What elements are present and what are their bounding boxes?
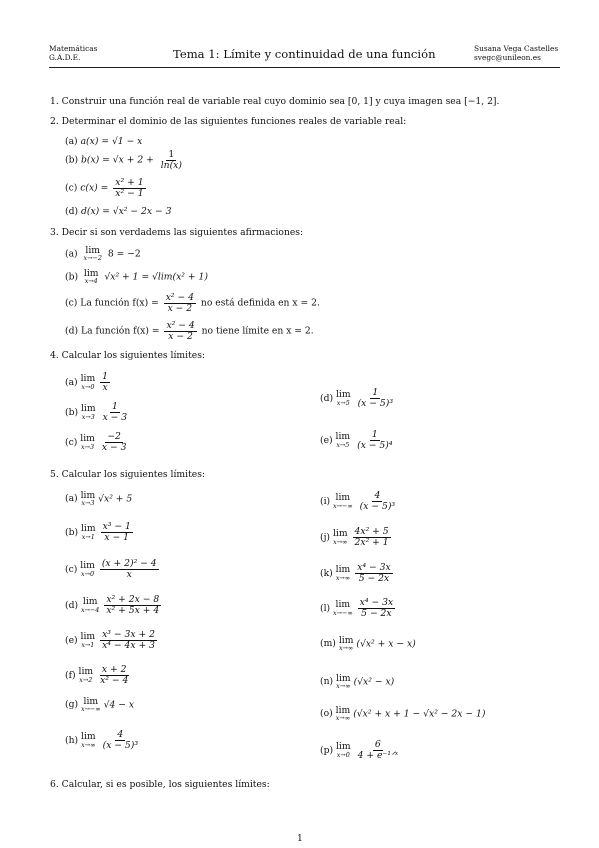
limit bbox=[336, 390, 351, 406]
limit-item bbox=[65, 665, 132, 685]
numerator: −2 bbox=[107, 431, 121, 442]
limit-item bbox=[320, 563, 395, 583]
question-1: 1. Construir una función real de variable real cuyo dominio sea [0, 1] y cuya imagen sea [−1, 2]. bbox=[50, 96, 500, 107]
limit-subscript: x→3 bbox=[81, 499, 95, 508]
limit-expression: √x² + 5 bbox=[98, 493, 133, 505]
limit: lim x→−2 bbox=[83, 245, 102, 263]
item-label: (d) bbox=[320, 392, 334, 404]
limit bbox=[336, 674, 351, 690]
fraction bbox=[356, 740, 401, 760]
question-4: 4. Calcular los siguientes límites: bbox=[50, 350, 206, 361]
q3-item-d: (d) La función f(x) = $\frac{\text{x² − 4}}{x - 2}$ no tiene límite en x = 2. bbox=[65, 320, 314, 342]
item-label: (c) bbox=[65, 436, 78, 448]
numerator: x + 2 bbox=[101, 664, 127, 675]
limit bbox=[333, 493, 353, 509]
item-label: (e) bbox=[65, 634, 78, 646]
limit-item bbox=[65, 522, 135, 542]
limit-item bbox=[320, 598, 397, 618]
limit-word: lim bbox=[83, 696, 99, 707]
limit-subscript: x→2 bbox=[79, 675, 93, 684]
limit-item bbox=[65, 432, 130, 452]
header-author bbox=[474, 44, 558, 62]
fraction bbox=[100, 432, 129, 452]
limit-word: lim bbox=[80, 560, 95, 572]
denominator: (x − 5)⁴ bbox=[357, 439, 393, 451]
limit-word: lim bbox=[80, 403, 96, 415]
limit-word: lim bbox=[335, 431, 351, 443]
limit-word: lim bbox=[332, 528, 348, 540]
header-rule bbox=[49, 67, 560, 68]
fraction bbox=[100, 630, 157, 650]
denominator: x bbox=[102, 381, 108, 393]
header-subject: Matemáticas bbox=[49, 44, 98, 53]
denominator: x⁴ − 4x + 3 bbox=[102, 639, 155, 651]
limit-subscript: x→−∞ bbox=[333, 608, 353, 617]
fraction bbox=[355, 563, 392, 583]
limit bbox=[81, 404, 96, 420]
limit-word: lim bbox=[80, 490, 96, 501]
limit bbox=[81, 491, 96, 507]
item-label: (b) bbox=[65, 526, 79, 538]
limit-subscript: x→3 bbox=[81, 412, 95, 421]
limit-word: lim bbox=[82, 596, 98, 608]
limit-subscript: x→5 bbox=[336, 398, 350, 407]
limit-item bbox=[65, 630, 159, 650]
q2-item-d: (d) d(x) = √x² − 2x − 3 bbox=[65, 206, 172, 217]
limit-subscript: x→∞ bbox=[336, 682, 351, 691]
numerator: 1 bbox=[102, 371, 109, 382]
limit-word: lim bbox=[78, 666, 94, 678]
item-label: (i) bbox=[320, 495, 331, 507]
numerator: x⁴ − 3x bbox=[359, 597, 394, 608]
numerator: 1 bbox=[372, 387, 379, 398]
numerator: 4x² + 5 bbox=[354, 526, 389, 537]
header-degree: G.A.D.E. bbox=[49, 53, 81, 62]
fraction: $\frac{\text{x² − 4}}{x - 2}$ bbox=[166, 320, 195, 342]
limit-subscript: x→0 bbox=[336, 750, 350, 759]
limit-item bbox=[320, 491, 399, 511]
limit-subscript: x→1 bbox=[81, 640, 95, 649]
limit bbox=[81, 374, 96, 390]
fraction bbox=[104, 595, 161, 615]
item-label: (c) bbox=[65, 563, 78, 575]
item-label: (a) bbox=[65, 493, 78, 505]
limit-item bbox=[65, 697, 134, 713]
limit-expression: (√x² + x + 1 − √x² − 2x − 1) bbox=[353, 708, 486, 720]
denominator: 2x² + 1 bbox=[354, 536, 389, 548]
limit-subscript: x→∞ bbox=[333, 537, 348, 546]
limit-subscript: x→∞ bbox=[338, 644, 354, 653]
fraction bbox=[100, 372, 110, 392]
denominator: x − 3 bbox=[101, 441, 127, 453]
fraction: $\frac{\text{x² + 1}}{\text{x² − 1}}$ bbox=[115, 177, 144, 199]
item-label: (n) bbox=[320, 676, 334, 688]
limit-item bbox=[65, 559, 161, 579]
fraction bbox=[101, 522, 133, 542]
limit-word: lim bbox=[81, 731, 96, 743]
denominator: x bbox=[126, 568, 132, 580]
limit bbox=[81, 597, 99, 613]
limit-subscript: x→∞ bbox=[335, 573, 351, 582]
limit: lim x→4 bbox=[83, 268, 99, 286]
fraction bbox=[355, 430, 394, 450]
limit bbox=[333, 529, 348, 545]
limit-word: lim bbox=[338, 635, 354, 646]
item-label: (g) bbox=[65, 699, 79, 711]
header-course bbox=[49, 44, 97, 62]
limit-word: lim bbox=[335, 705, 351, 716]
limit-item bbox=[320, 388, 397, 408]
limit-subscript: x→0 bbox=[81, 382, 95, 391]
limit-subscript: x→−∞ bbox=[80, 705, 101, 714]
item-label: (d) bbox=[65, 599, 79, 611]
limit-subscript: x→∞ bbox=[335, 714, 351, 723]
limit-word: lim bbox=[336, 673, 351, 684]
limit bbox=[81, 524, 96, 540]
limit-subscript: x→5 bbox=[336, 440, 350, 449]
limit-item bbox=[320, 740, 402, 760]
denominator: x − 1 bbox=[104, 531, 129, 543]
limit bbox=[81, 697, 101, 713]
denominator: (x − 5)³ bbox=[359, 500, 396, 512]
item-label: (f) bbox=[65, 669, 76, 681]
item-label: (e) bbox=[320, 434, 333, 446]
limit-subscript: x→−∞ bbox=[333, 501, 353, 510]
limit bbox=[336, 742, 351, 758]
item-label: (b) bbox=[65, 406, 79, 418]
limit-subscript: x→−4 bbox=[80, 605, 100, 614]
denominator: x − 3 bbox=[102, 411, 128, 423]
numerator: 4 bbox=[374, 490, 381, 501]
header-author-name: Susana Vega Castelles bbox=[474, 44, 559, 53]
limit-expression: √4 − x bbox=[103, 699, 135, 711]
limit-item bbox=[320, 706, 485, 722]
q3-item-b: (b) lim x→4 √x² + 1 = √lim(x² + 1) bbox=[65, 268, 208, 286]
q3-item-a: (a) lim x→−2 8 = −2 bbox=[65, 245, 141, 263]
denominator: x² − 4 bbox=[100, 674, 129, 686]
item-label: (j) bbox=[320, 531, 331, 543]
question-3: 3. Decir si son verdadems las siguientes afirmaciones: bbox=[50, 227, 304, 238]
limit bbox=[336, 565, 351, 581]
limit bbox=[80, 434, 95, 450]
limit-subscript: x→3 bbox=[81, 442, 95, 451]
limit-word: lim bbox=[80, 433, 95, 445]
header-author-email: svegc@unileon.es bbox=[474, 53, 541, 62]
limit-item bbox=[320, 430, 397, 450]
limit-item bbox=[65, 372, 112, 392]
limit-word: lim bbox=[335, 741, 351, 753]
fraction bbox=[356, 388, 395, 408]
item-label: (a) bbox=[65, 376, 78, 388]
limit-subscript: x→∞ bbox=[81, 740, 96, 749]
limit-word: lim bbox=[335, 564, 351, 576]
item-label: (p) bbox=[320, 744, 334, 756]
fraction bbox=[358, 598, 395, 618]
q3-item-c: (c) La función f(x) = $\frac{\text{x² − 4}}{x - 2}$ no está definida en x = 2. bbox=[65, 292, 320, 314]
limit bbox=[79, 667, 94, 683]
limit-subscript: x→0 bbox=[81, 569, 95, 578]
denominator: 5 − 2x bbox=[361, 607, 392, 619]
denominator: x² + 5x + 4 bbox=[106, 604, 160, 616]
page-title: Tema 1: Límite y continuidad de una función bbox=[173, 47, 436, 61]
item-label: (h) bbox=[65, 734, 79, 746]
limit bbox=[80, 561, 95, 577]
numerator: 6 bbox=[374, 739, 381, 750]
limit-item bbox=[320, 636, 416, 652]
limit bbox=[333, 600, 353, 616]
limit-word: lim bbox=[80, 631, 96, 643]
limit-expression: (√x² + x − x) bbox=[356, 638, 416, 650]
q2-item-b: (b) b(x) = √x + 2 + $\frac{1}{\ln(x)}$ bbox=[65, 149, 182, 171]
limit-item bbox=[65, 595, 163, 615]
q2-item-c: (c) c(x) = $\frac{\text{x² + 1}}{\text{x² − 1}}$ bbox=[65, 177, 144, 199]
numerator: 1 bbox=[111, 401, 118, 412]
numerator: 1 bbox=[371, 429, 378, 440]
numerator: x⁴ − 3x bbox=[357, 562, 391, 573]
limit-word: lim bbox=[335, 599, 351, 611]
fraction bbox=[101, 730, 140, 750]
limit-item bbox=[320, 674, 394, 690]
numerator: x³ − 1 bbox=[102, 521, 131, 532]
fraction bbox=[358, 491, 397, 511]
fraction bbox=[353, 527, 391, 547]
q2-item-a: (a) a(x) = √1 − x bbox=[65, 136, 143, 147]
limit-item bbox=[65, 491, 132, 507]
limit-word: lim bbox=[80, 373, 96, 385]
page-number: 1 bbox=[297, 833, 303, 844]
item-label: (m) bbox=[320, 638, 336, 650]
limit-item bbox=[320, 527, 393, 547]
item-label: (l) bbox=[320, 602, 331, 614]
fraction bbox=[98, 665, 130, 685]
limit-word: lim bbox=[80, 523, 96, 535]
limit bbox=[339, 636, 354, 652]
numerator: x³ − 3x + 2 bbox=[102, 629, 155, 640]
limit bbox=[81, 732, 96, 748]
fraction bbox=[100, 559, 159, 579]
fraction: $\frac{1}{\ln(x)}$ bbox=[160, 149, 182, 171]
question-5: 5. Calcular los siguientes límites: bbox=[50, 469, 206, 480]
limit-expression: (√x² − x) bbox=[353, 676, 395, 688]
numerator: 4 bbox=[117, 729, 124, 740]
limit bbox=[81, 632, 96, 648]
question-6: 6. Calcular, si es posible, los siguientes límites: bbox=[50, 779, 270, 790]
denominator: 4 + e⁻¹ᐟˣ bbox=[357, 749, 399, 761]
denominator: (x − 5)³ bbox=[102, 739, 139, 751]
limit bbox=[336, 432, 351, 448]
limit-item bbox=[65, 402, 131, 422]
question-2: 2. Determinar el dominio de las siguientes funciones reales de variable real: bbox=[50, 116, 407, 127]
denominator: 5 − 2x bbox=[358, 572, 390, 584]
fraction: $\frac{\text{x² − 4}}{x - 2}$ bbox=[165, 292, 194, 314]
limit-word: lim bbox=[335, 492, 351, 504]
limit bbox=[336, 706, 351, 722]
item-label: (o) bbox=[320, 708, 333, 720]
numerator: (x + 2)² − 4 bbox=[101, 558, 157, 569]
limit-item bbox=[65, 730, 142, 750]
item-label: (k) bbox=[320, 567, 333, 579]
limit-word: lim bbox=[335, 389, 351, 401]
denominator: (x − 5)³ bbox=[357, 397, 393, 409]
fraction bbox=[101, 402, 130, 422]
numerator: x² + 2x − 8 bbox=[106, 594, 160, 605]
limit-subscript: x→1 bbox=[81, 532, 95, 541]
